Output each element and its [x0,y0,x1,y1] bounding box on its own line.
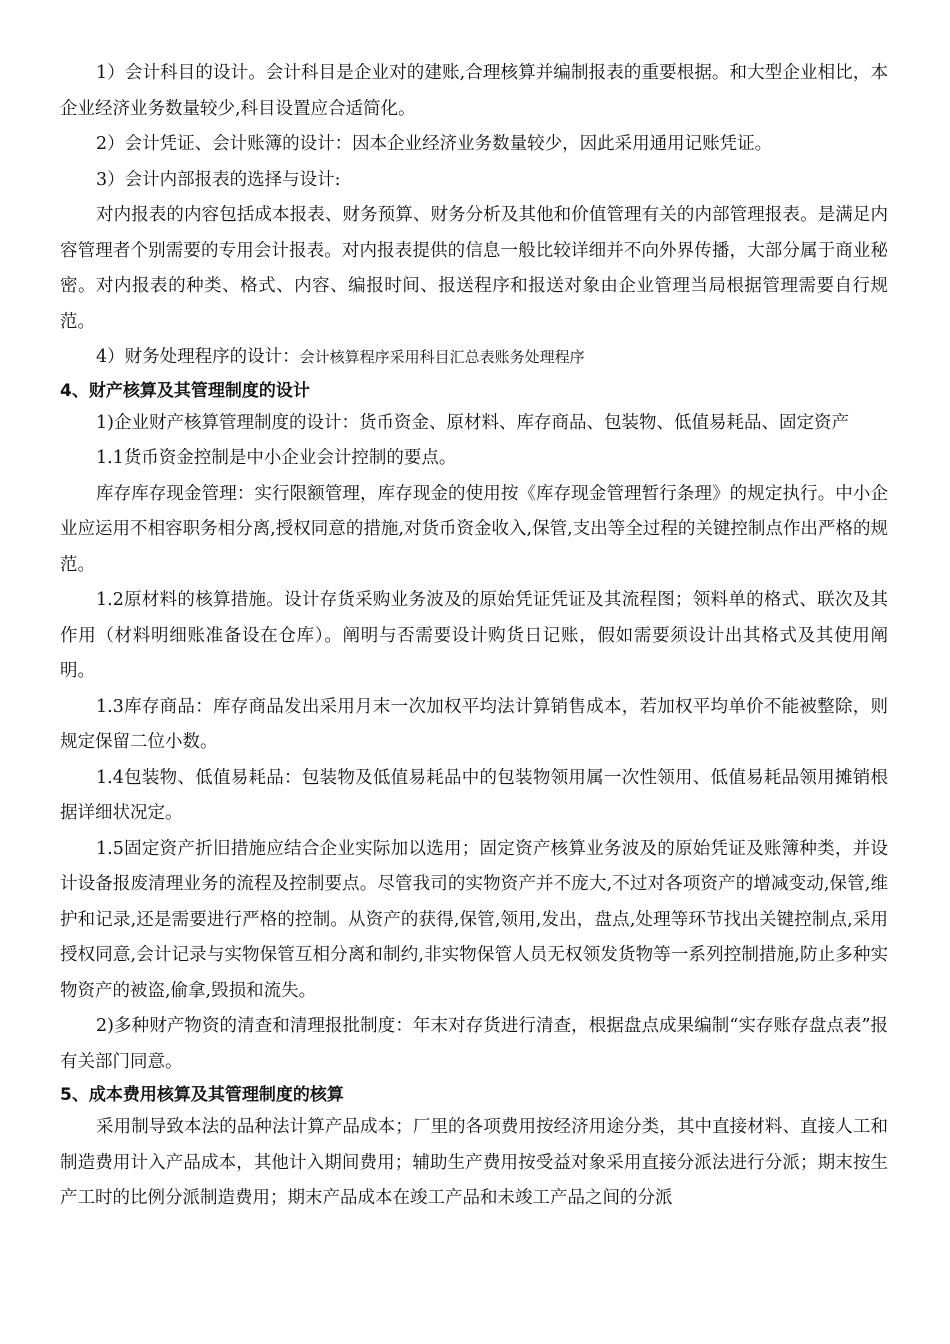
procedure-detail: 会计核算程序采用科目汇总表账务处理程序 [299,348,585,366]
paragraph-packaging: 1.4包装物、低值易耗品：包装物及低值易耗品中的包装物领用属一次性领用、低值易耗品领用摊销根据详细状况定。 [60,767,888,823]
document-page [60,56,888,1217]
paragraph-cost-method: 采用制导致本法的品种法计算产品成本；厂里的各项费用按经济用途分类，其中直接材料、直接人工和制造费用计入产品成本，其他计入期间费用；辅助生产费用按受益对象采用直接分派法进行分派；期末按生产工时的比例分派制造费用；期末产品成本在竣工产品和未竣工产品之间的分派 [60,1117,888,1208]
paragraph-internal-reports-title: 3）会计内部报表的选择与设计: [96,169,341,190]
paragraph-stocktaking: 2)多种财产物资的清查和清理报批制度：年末对存货进行清查，根据盘点成果编制“实存账存盘点表”报有关部门同意。 [60,1016,888,1072]
heading-property-accounting: 4、财产核算及其管理制度的设计 [60,380,310,401]
paragraph-vouchers-books: 2）会计凭证、会计账簿的设计：因本企业经济业务数量较少，因此采用通用记账凭证。 [96,134,773,154]
paragraph-property-system: 1)企业财产核算管理制度的设计：货币资金、原材料、库存商品、包装物、低值易耗品、固定资产 [96,412,849,433]
paragraph-internal-reports-body: 对内报表的内容包括成本报表、财务预算、财务分析及其他和价值管理有关的内部管理报表。是满足内容管理者个别需要的专用会计报表。对内报表提供的信息一般比较详细并不向外界传播，大部分属于商业秘密。对内报表的种类、格式、内容、编报时间、报送程序和报送对象由企业管理当局根据管理需要自行规范。 [60,205,888,332]
paragraph-fixed-assets: 1.5固定资产折旧措施应结合企业实际加以选用；固定资产核算业务波及的原始凭证及账簿种类，并设计设备报废清理业务的流程及控制要点。尽管我司的实物资产并不庞大,不过对各项资产的增减变动,保管,维护和记录,还是需要进行严格的控制。从资产的获得,保管,领用,发出，盘点,处理等环节找出关键控制点,采用授权同意,会计记录与实物保管互相分离和制约,非实物保管人员无权领发货物等一系列控制措施,防止多种实物资产的被盗,偷拿,毁损和流失。 [60,838,888,1001]
procedure-label: 4）财务处理程序的设计： [96,347,300,367]
paragraph-cash-control: 1.1货币资金控制是中小企业会计控制的要点。 [96,448,457,468]
paragraph-processing-procedure [60,340,888,376]
paragraph-cash-management: 库存库存现金管理：实行限额管理，库存现金的使用按《库存现金管理暂行条理》的规定执行。中小企业应运用不相容职务相分离,授权同意的措施,对货币资金收入,保管,支出等全过程的关键控制点作出严格的规范。 [60,483,888,575]
paragraph-account-subjects: 1）会计科目的设计。会计科目是企业对的建账,合理核算并编制报表的重要根据。和大型企业相比，本企业经济业务数量较少,科目设置应合适简化。 [60,63,888,119]
paragraph-raw-materials: 1.2原材料的核算措施。设计存货采购业务波及的原始凭证凭证及其流程图；领料单的格式、联次及其作用（材料明细账准备设在仓库）。阐明与否需要设计购货日记账，假如需要须设计出其格式及其使用阐明。 [60,590,888,681]
paragraph-inventory-goods: 1.3库存商品：库存商品发出采用月末一次加权平均法计算销售成本，若加权平均单价不能被整除，则规定保留二位小数。 [60,696,888,752]
heading-cost-accounting: 5、成本费用核算及其管理制度的核算 [60,1085,344,1105]
